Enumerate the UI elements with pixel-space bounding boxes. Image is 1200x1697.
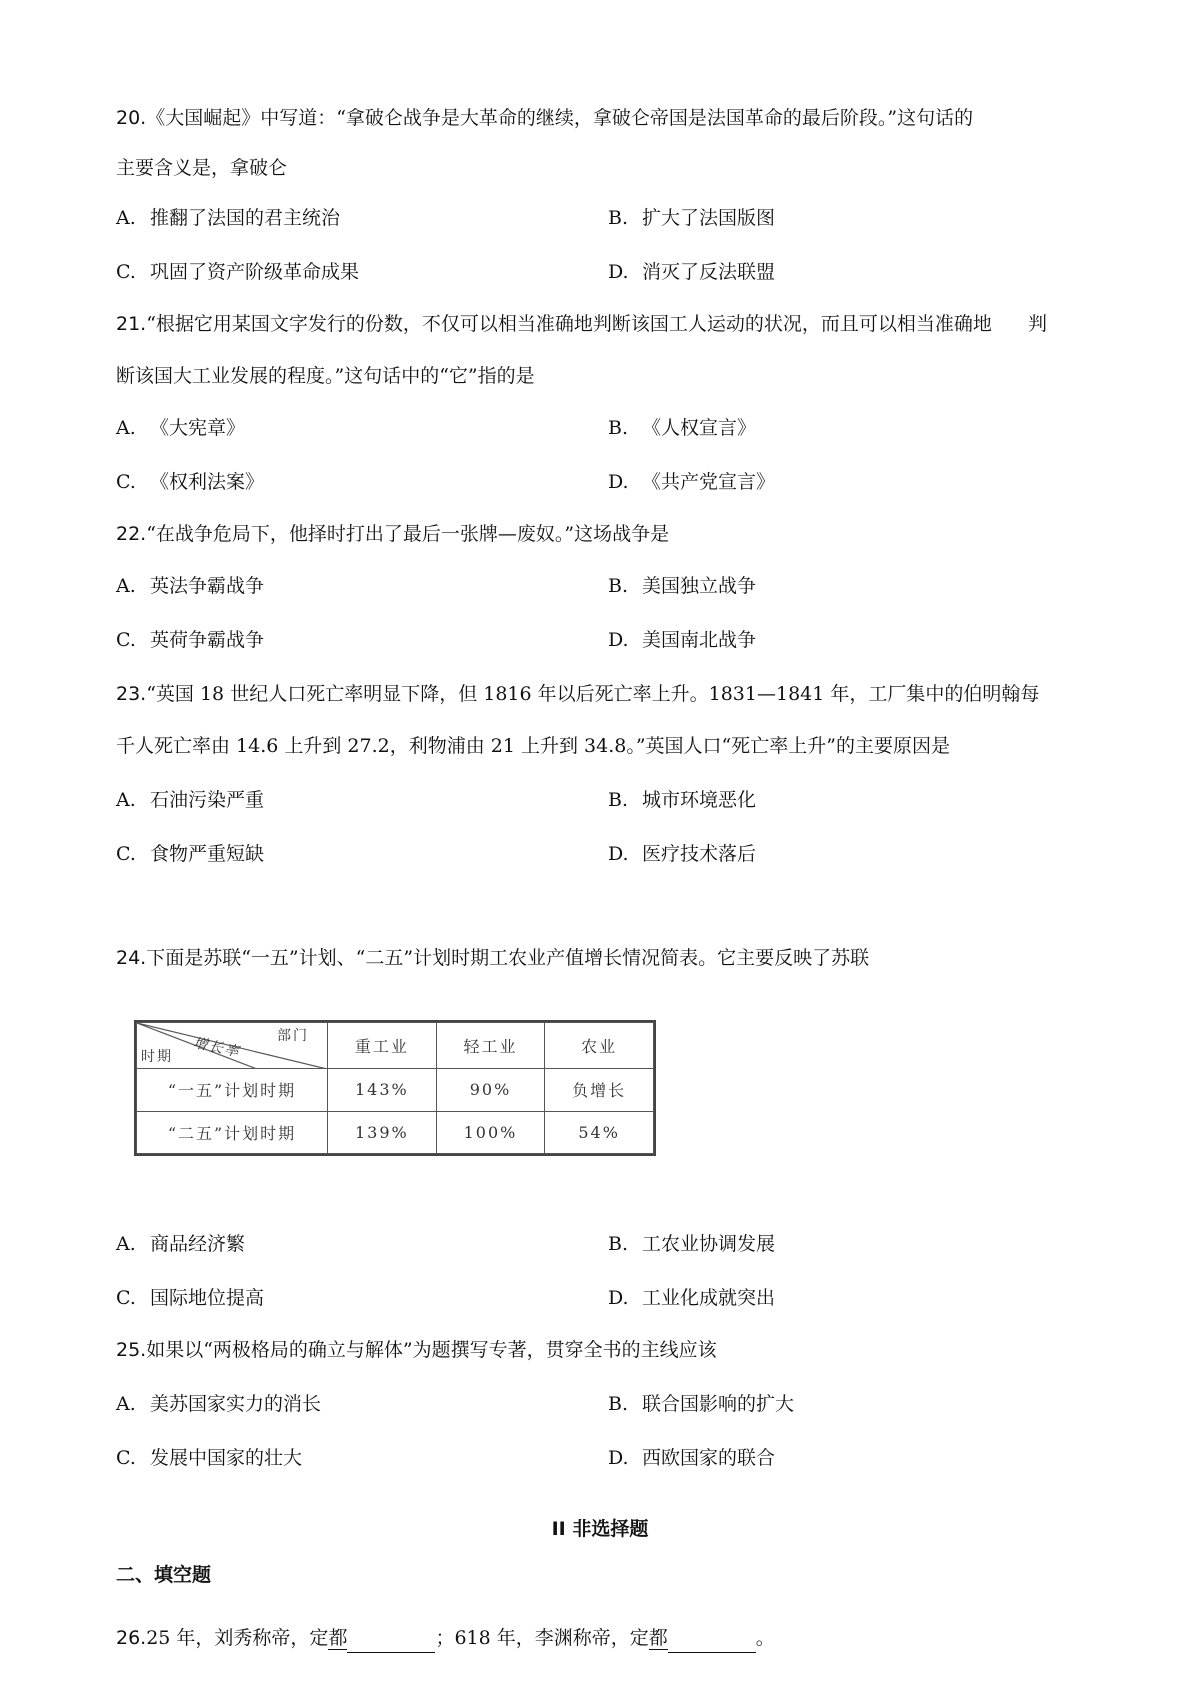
- option-a[interactable]: A. 推翻了法国的君主统治: [116, 207, 341, 229]
- option-a[interactable]: A. 《大宪章》: [116, 417, 246, 439]
- column-header: 重工业: [328, 1023, 437, 1069]
- question-number: 23.: [116, 683, 147, 705]
- option-b[interactable]: B. 工农业协调发展: [608, 1233, 776, 1255]
- option-d[interactable]: D. 消灭了反法联盟: [608, 261, 776, 283]
- option-b[interactable]: B. 城市环境恶化: [608, 789, 757, 811]
- table-cell: 54%: [545, 1111, 654, 1154]
- option-b[interactable]: B. 扩大了法国版图: [608, 207, 776, 229]
- sub-title: 二、填空题: [116, 1564, 212, 1586]
- option-d[interactable]: D. 《共产党宣言》: [608, 471, 776, 493]
- table-cell: 139%: [328, 1111, 437, 1154]
- question-23-line-2: 千人死亡率由 14.6 上升到 27.2，利物浦由 21 上升到 34.8。”英国人口“死亡率上升”的主要原因是: [116, 735, 950, 757]
- option-d[interactable]: D. 西欧国家的联合: [608, 1447, 776, 1469]
- column-header: 农业: [545, 1023, 654, 1069]
- option-c[interactable]: C. 巩固了资产阶级革命成果: [116, 261, 360, 283]
- header-rate: 增长率: [191, 1035, 242, 1061]
- table-header-diagonal: [137, 1023, 328, 1069]
- option-a[interactable]: A. 商品经济繁: [116, 1233, 246, 1255]
- question-23-line-1: 23.“英国 18 世纪人口死亡率明显下降，但 1816 年以后死亡率上升。1831—1841 年，工厂集中的伯明翰每: [116, 683, 1040, 705]
- answer-blank-2[interactable]: [668, 1632, 756, 1653]
- option-d[interactable]: D. 医疗技术落后: [608, 843, 757, 865]
- header-period: 时期: [141, 1049, 173, 1065]
- question-20-line-1: [116, 104, 973, 132]
- option-c[interactable]: C. 《权利法案》: [116, 471, 265, 493]
- option-b[interactable]: B. 美国独立战争: [608, 575, 757, 597]
- option-d[interactable]: D. 工业化成就突出: [608, 1287, 776, 1309]
- question-21-line-2: 断该国大工业发展的程度。”这句话中的“它”指的是: [116, 365, 535, 387]
- section-title: II 非选择题: [551, 1518, 649, 1540]
- row-label: “一五”计划时期: [137, 1069, 328, 1112]
- option-b[interactable]: B. 《人权宣言》: [608, 417, 757, 439]
- question-20-line-2: 主要含义是，拿破仑: [116, 157, 288, 179]
- question-number: 26.: [116, 1627, 147, 1649]
- question-22-line-1: 22.“在战争危局下，他择时打出了最后一张牌—废奴。”这场战争是: [116, 523, 670, 545]
- question-24-line-1: 24.下面是苏联“一五”计划、“二五”计划时期工农业产值增长情况简表。它主要反映了苏联: [116, 947, 870, 969]
- option-d[interactable]: D. 美国南北战争: [608, 629, 757, 651]
- option-c[interactable]: C. 发展中国家的壮大: [116, 1447, 303, 1469]
- table-cell: 143%: [328, 1069, 437, 1112]
- option-a[interactable]: A. 美苏国家实力的消长: [116, 1393, 322, 1415]
- question-number: 24.: [116, 947, 147, 969]
- question-number: 20.: [116, 107, 147, 129]
- question-25-line-1: 25.如果以“两极格局的确立与解体”为题撰写专著，贯穿全书的主线应该: [116, 1339, 717, 1361]
- question-number: 22.: [116, 523, 147, 545]
- row-label: “二五”计划时期: [137, 1111, 328, 1154]
- option-c[interactable]: C. 英荷争霸战争: [116, 629, 265, 651]
- answer-blank-1[interactable]: [347, 1632, 435, 1653]
- question-26-line-1: 26.25 年，刘秀称帝，定都 ；618 年，李渊称帝，定都 。: [116, 1624, 775, 1653]
- table-row: [137, 1069, 654, 1112]
- question-number: 21.: [116, 313, 147, 335]
- question-number: 25.: [116, 1339, 147, 1361]
- column-header: 轻工业: [436, 1023, 545, 1069]
- option-c[interactable]: C. 食物严重短缺: [116, 843, 265, 865]
- question-text: 《大国崛起》中写道：“拿破仑战争是大革命的继续，拿破仑帝国是法国革命的最后阶段。”这句话的: [146, 107, 974, 129]
- option-b[interactable]: B. 联合国影响的扩大: [608, 1393, 795, 1415]
- option-a[interactable]: A. 石油污染严重: [116, 789, 265, 811]
- table-row: [137, 1111, 654, 1154]
- header-dept: 部门: [277, 1028, 309, 1044]
- question-21-line-1: 21.“根据它用某国文字发行的份数，不仅可以相当准确地判断该国工人运动的状况，而且可以相当准确地 判: [116, 313, 1047, 335]
- option-a[interactable]: A. 英法争霸战争: [116, 575, 265, 597]
- table-cell: 90%: [436, 1069, 545, 1112]
- table-cell: 100%: [436, 1111, 545, 1154]
- option-c[interactable]: C. 国际地位提高: [116, 1287, 265, 1309]
- growth-table: [134, 1020, 656, 1156]
- table-cell: 负增长: [545, 1069, 654, 1112]
